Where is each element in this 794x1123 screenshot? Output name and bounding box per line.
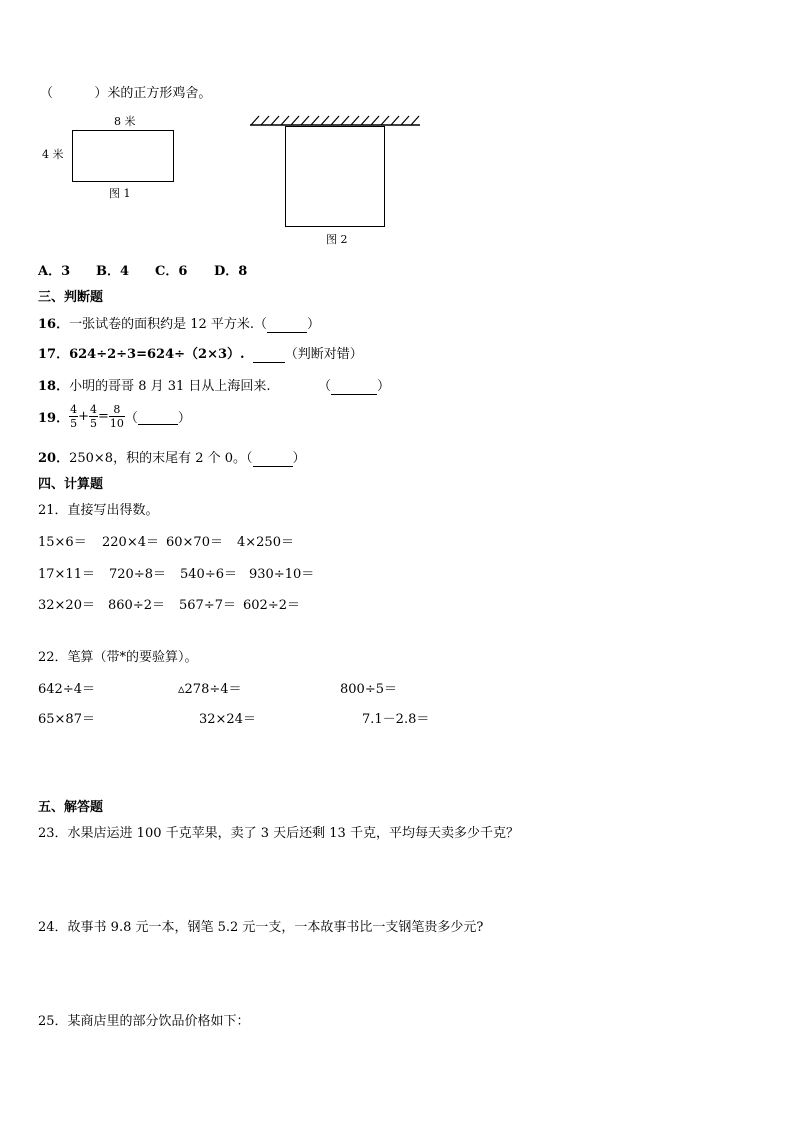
q19-answer-blank[interactable] [138, 409, 178, 425]
q18-close: ） [377, 379, 391, 394]
q19-open: （ [124, 411, 138, 426]
q24: 24．故事书 9.8 元一本，钢笔 5.2 元一支，一本故事书比一支钢笔贵多少元? [38, 920, 484, 935]
q21-item[interactable]: 17×11＝ [38, 567, 95, 582]
section-4-title: 四、计算题 [38, 477, 104, 492]
fig1-rectangle [72, 130, 174, 182]
section-5-title: 五、解答题 [38, 800, 104, 815]
q21-item[interactable]: 602÷2＝ [243, 598, 300, 613]
q19-fraction-2: $\frac{4}{5}$ [90, 403, 97, 430]
q15-option-d[interactable]: D．8 [214, 264, 248, 279]
q22-item[interactable]: 7.1－2.8＝ [362, 712, 430, 727]
q21-item[interactable]: 860÷2＝ [108, 598, 165, 613]
q18 [38, 375, 271, 394]
q15-answer-paren[interactable]: （ ） [40, 86, 108, 101]
fig1-left-label: 4 米 [42, 148, 64, 161]
q21-item[interactable]: 720÷8＝ [109, 567, 166, 582]
q19-equals: = [98, 409, 109, 424]
q22-item[interactable]: 65×87＝ [38, 712, 95, 727]
q15-tail-text: 米的正方形鸡舍。 [107, 86, 212, 101]
q17 [38, 343, 363, 363]
q18-answer [318, 375, 390, 395]
q19-fraction-1: $\frac{4}{5}$ [70, 403, 78, 430]
q21-item[interactable]: 15×6＝ [38, 535, 87, 550]
q17-tail: （判断对错） [284, 347, 363, 362]
fig2-square [285, 126, 385, 227]
q16-close: ） [307, 317, 321, 332]
q17-answer-blank[interactable] [253, 347, 285, 363]
q19-fraction-3: $\frac{8}{10}$ [109, 403, 124, 430]
q21-item[interactable]: 220×4＝ [102, 535, 159, 550]
q16-number: 16． [38, 317, 70, 332]
q20-text: 250×8，积的末尾有 2 个 0。（ [69, 451, 253, 466]
q18-text: 小明的哥哥 8 月 31 日从上海回来. [69, 379, 271, 394]
q17-number: 17． [38, 347, 70, 362]
q17-text: 624÷2÷3=624÷（2×3）. [69, 347, 245, 362]
q22-item[interactable]: 800÷5＝ [340, 682, 397, 697]
q18-open: （ [318, 379, 332, 394]
q16-text: 一张试卷的面积约是 12 平方米.（ [69, 317, 268, 332]
fig1-top-label: 8 米 [114, 115, 136, 128]
q21-item[interactable]: 930÷10＝ [249, 567, 315, 582]
q19 [38, 403, 191, 430]
q20-number: 20． [38, 451, 70, 466]
q19-close: ） [177, 411, 191, 426]
q21-item[interactable]: 4×250＝ [237, 535, 294, 550]
q19-plus: + [78, 409, 89, 424]
q16-answer-blank[interactable] [267, 317, 307, 333]
q22-title: 22．笔算（带*的要验算）。 [38, 650, 198, 665]
q15-tail [40, 82, 211, 101]
q20-close: ） [292, 451, 306, 466]
q21-item[interactable]: 540÷6＝ [180, 567, 237, 582]
q16 [38, 313, 320, 333]
q21-title: 21．直接写出得数。 [38, 503, 159, 518]
q21-item[interactable]: 567÷7＝ [179, 598, 236, 613]
q21-item[interactable]: 60×70＝ [166, 535, 223, 550]
fig1-caption: 图 1 [109, 187, 131, 200]
q18-number: 18． [38, 379, 70, 394]
q15-option-c[interactable]: C．6 [155, 264, 188, 279]
q20-answer-blank[interactable] [253, 451, 293, 467]
q18-answer-blank[interactable] [331, 379, 377, 395]
q15-option-a[interactable]: A．3 [38, 264, 71, 279]
q22-item[interactable]: 32×24＝ [199, 712, 256, 727]
q23: 23．水果店运进 100 千克苹果，卖了 3 天后还剩 13 千克，平均每天卖多少千克？ [38, 826, 519, 841]
q21-item[interactable]: 32×20＝ [38, 598, 95, 613]
q15-option-b[interactable]: B．4 [96, 264, 130, 279]
q25: 25．某商店里的部分饮品价格如下： [38, 1014, 250, 1029]
section-3-title: 三、判断题 [38, 290, 104, 305]
q19-number: 19． [38, 411, 70, 426]
fig2-caption: 图 2 [326, 233, 348, 246]
q22-item[interactable]: ▵278÷4＝ [178, 682, 242, 697]
q20 [38, 447, 306, 467]
q22-item[interactable]: 642÷4＝ [38, 682, 95, 697]
